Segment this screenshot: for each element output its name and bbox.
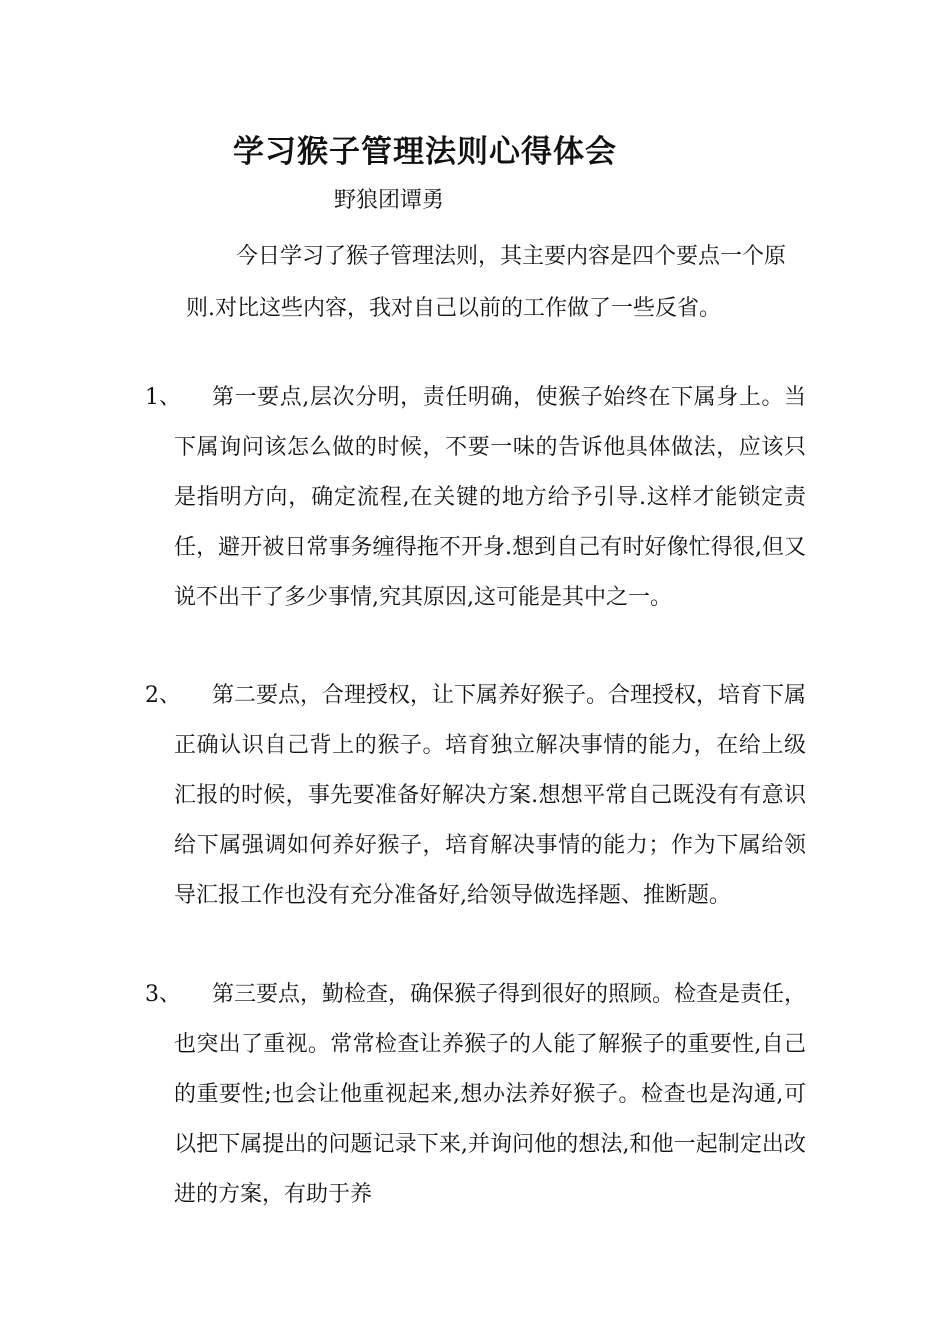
list-item xyxy=(145,671,810,921)
list-item-number: 2、 xyxy=(145,683,181,708)
list-item-number: 1、 xyxy=(145,385,181,410)
list-item-text: 第二要点，合理授权，让下属养好猴子。合理授权，培育下属正确认识自己背上的猴子。培育独立解决事情的能力，在给上级汇报的时候，事先要准备好解决方案.想想平常自己既没有有意识给下属强调如何养好猴子，培育解决事情的能力；作为下属给领导汇报工作也没有充分准备好,给领导做选择题、推断题。 xyxy=(174,683,807,908)
intro-paragraph: 今日学习了猴子管理法则，其主要内容是四个要点一个原则.对比这些内容，我对自己以前的工作做了一些反省。 xyxy=(186,244,787,321)
page-title: 学习猴子管理法则心得体会 xyxy=(233,134,617,170)
list-item-text: 第一要点,层次分明，责任明确，使猴子始终在下属身上。当下属询问该怎么做的时候，不要一味的告诉他具体做法，应该只是指明方向，确定流程,在关键的地方给予引导.这样才能锁定责任，避开被日常事务缠得拖不开身.想到自己有时好像忙得很,但又说不出干了多少事情,究其原因,这可能是其中之一。 xyxy=(174,385,806,610)
list-item xyxy=(145,373,810,623)
author-name: 野狼团谭勇 xyxy=(334,188,445,213)
list-item-text: 第三要点，勤检查，确保猴子得到很好的照顾。检查是责任，也突出了重视。常常检查让养猴子的人能了解猴子的重要性,自己的重要性;也会让他重视起来,想办法养好猴子。检查也是沟通,可以把下属提出的问题记录下来,并询问他的想法,和他一起制定出改进的方案，有助于养 xyxy=(174,982,807,1207)
list-item-number: 3、 xyxy=(145,982,181,1007)
list-item xyxy=(145,970,810,1220)
